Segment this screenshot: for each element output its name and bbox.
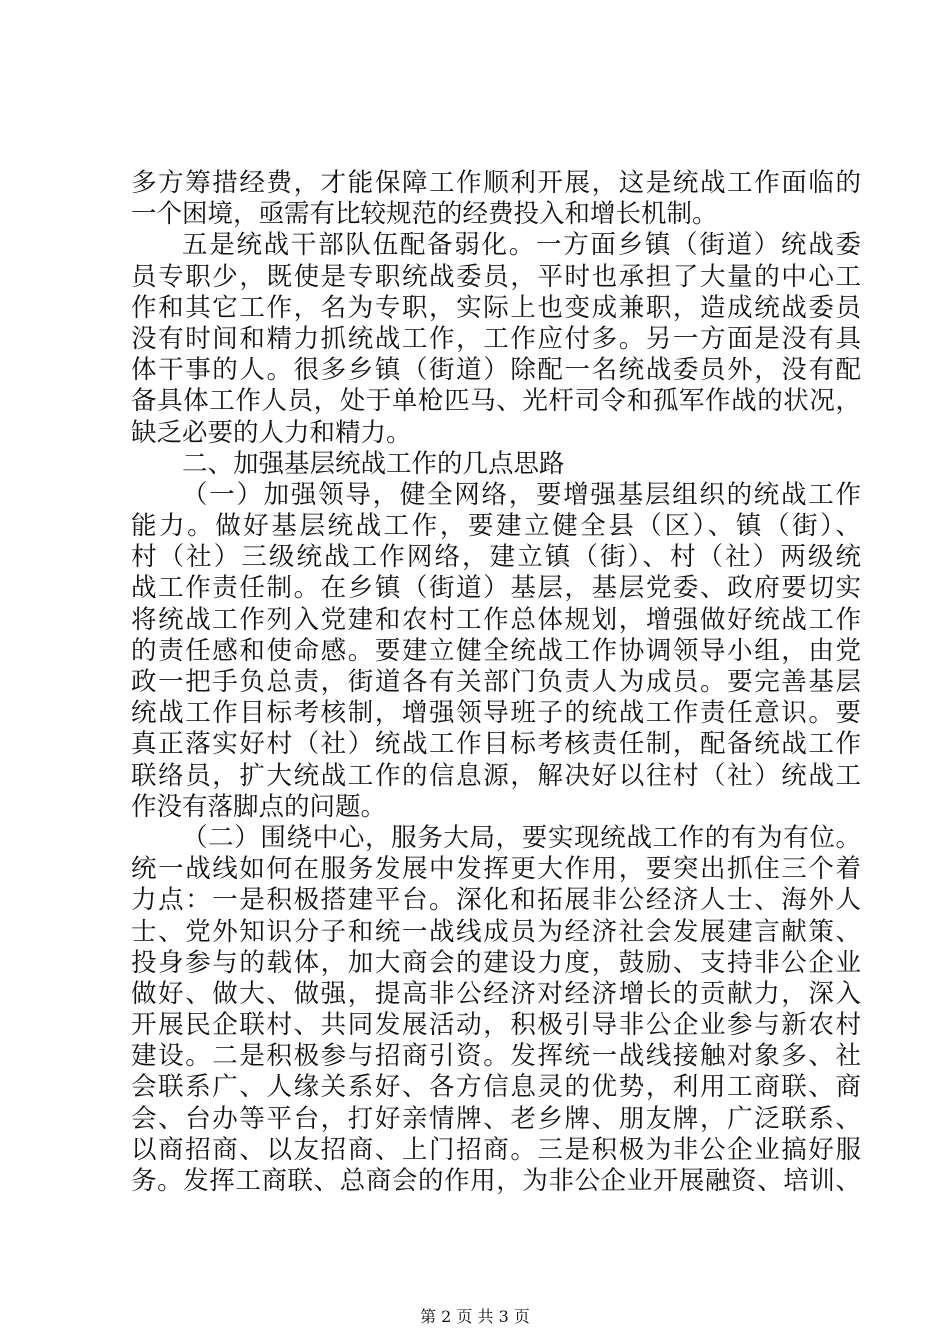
text-line: 政一把手负总责，街道各有关部门负责人为成员。要完善基层 <box>131 667 861 697</box>
text-line: 作和其它工作，名为专职，实际上也变成兼职，造成统战委员 <box>131 292 861 323</box>
text-line: 将统战工作列入党建和农村工作总体规划，增强做好统战工作 <box>131 604 861 635</box>
text-line: 力点：一是积极搭建平台。深化和拓展非公经济人士、海外人 <box>131 885 861 916</box>
text-line: 统战工作目标考核制，增强领导班子的统战工作责任意识。要 <box>131 698 861 729</box>
document-body <box>131 168 861 1197</box>
text-line: 的责任感和使命感。要建立健全统战工作协调领导小组，由党 <box>131 635 861 666</box>
text-line: 五是统战干部队伍配备弱化。一方面乡镇（街道）统战委 <box>182 230 861 261</box>
text-line: 务。发挥工商联、总商会的作用，为非公企业开展融资、培训、 <box>131 1166 861 1196</box>
text-line: 备具体工作人员，处于单枪匹马、光杆司令和孤军作战的状况， <box>131 386 861 417</box>
text-line: 能力。做好基层统战工作，要建立健全县（区）、镇（街）、 <box>131 511 861 542</box>
text-line: 投身参与的载体，加大商会的建设力度，鼓励、支持非公企业 <box>131 947 861 978</box>
text-line: 会、台办等平台，打好亲情牌、老乡牌、朋友牌，广泛联系、 <box>131 1103 861 1134</box>
text-line: 士、党外知识分子和统一战线成员为经济社会发展建言献策、 <box>131 916 861 947</box>
page-footer: 第 2 页 共 3 页 <box>420 1307 530 1326</box>
text-line: 统一战线如何在服务发展中发挥更大作用，要突出抓住三个着 <box>131 854 861 885</box>
text-line: 真正落实好村（社）统战工作目标考核责任制，配备统战工作 <box>131 729 861 760</box>
text-line: 做好、做大、做强，提高非公经济对经济增长的贡献力，深入 <box>131 978 861 1009</box>
text-line: （一）加强领导，健全网络，要增强基层组织的统战工作 <box>182 479 861 510</box>
text-line: 一个困境，亟需有比较规范的经费投入和增长机制。 <box>131 199 718 230</box>
text-line: 村（社）三级统战工作网络，建立镇（街）、村（社）两级统 <box>131 542 861 573</box>
text-line: 联络员，扩大统战工作的信息源，解决好以往村（社）统战工 <box>131 760 861 791</box>
text-line: （二）围绕中心，服务大局，要实现统战工作的有为有位。 <box>182 822 861 853</box>
text-line: 缺乏必要的人力和精力。 <box>131 417 412 448</box>
text-line: 战工作责任制。在乡镇（街道）基层，基层党委、政府要切实 <box>131 573 861 604</box>
text-line: 员专职少，既使是专职统战委员，平时也承担了大量的中心工 <box>131 261 861 292</box>
text-line: 以商招商、以友招商、上门招商。三是积极为非公企业搞好服 <box>131 1134 861 1165</box>
text-line: 建设。二是积极参与招商引资。发挥统一战线接触对象多、社 <box>131 1041 861 1072</box>
text-line: 开展民企联村、共同发展活动，积极引导非公企业参与新农村 <box>131 1010 861 1041</box>
text-line: 二、加强基层统战工作的几点思路 <box>182 448 565 479</box>
text-line: 没有时间和精力抓统战工作，工作应付多。另一方面是没有具 <box>131 323 861 354</box>
text-line: 会联系广、人缘关系好、各方信息灵的优势，利用工商联、商 <box>131 1072 861 1103</box>
text-line: 作没有落脚点的问题。 <box>131 791 387 822</box>
text-line: 体干事的人。很多乡镇（街道）除配一名统战委员外，没有配 <box>131 355 861 386</box>
text-line: 多方筹措经费，才能保障工作顺利开展，这是统战工作面临的 <box>131 168 861 198</box>
